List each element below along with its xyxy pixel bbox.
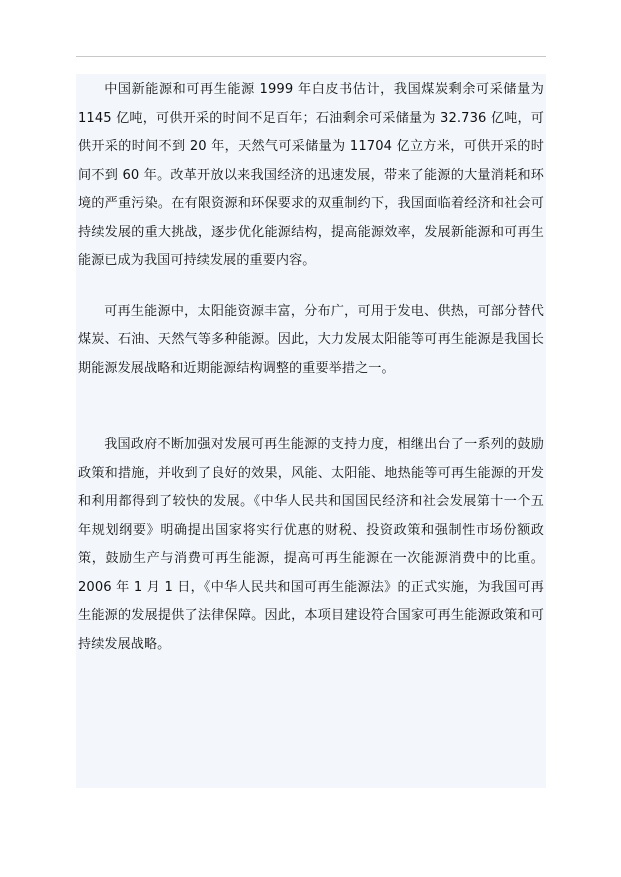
document-body <box>76 74 546 788</box>
paragraph-spacer <box>78 383 544 431</box>
paragraph-solar-energy: 可再生能源中，太阳能资源丰富，分布广，可用于发电、供热，可部分替代煤炭、石油、天然气等多种能源。因此，大力发展太阳能等可再生能源是我国长期能源发展战略和近期能源结构调整的重要举措之一。 <box>78 303 544 376</box>
header-rule <box>76 56 546 57</box>
paragraph-energy-reserves: 中国新能源和可再生能源 1999 年白皮书估计，我国煤炭剩余可采储量为 1145 亿吨，可供开采的时间不足百年；石油剩余可采储量为 32.736 亿吨，可供开采的时间不到 20 年，天然气可采储量为 11704 亿立方米，可供开采的时间不到 60 年。改革开放以来我国经济的迅速发展，带来了能源的大量消耗和环境的严重污染。在有限资源和环保要求的双重制约下，我国面临着经济和社会可持续发展的重大挑战，逐步优化能源结构，提高能源效率，发展新能源和可再生能源已成为我国可持续发展的重要内容。 <box>78 82 544 268</box>
paragraph-government-policy: 我国政府不断加强对发展可再生能源的支持力度，相继出台了一系列的鼓励政策和措施，并收到了良好的效果，风能、太阳能、地热能等可再生能源的开发和利用都得到了较快的发展。《中华人民共和国国民经济和社会发展第十一个五年规划纲要》明确提出国家将实行优惠的财税、投资政策和强制性市场份额政策，鼓励生产与消费可再生能源，提高可再生能源在一次能源消费中的比重。2006 年 1 月 1 日，《中华人民共和国可再生能源法》的正式实施，为我国可再生能源的发展提供了法律保障。因此，本项目建设符合国家可再生能源政策和可持续发展战略。 <box>78 437 544 652</box>
paragraph-spacer <box>78 276 544 298</box>
